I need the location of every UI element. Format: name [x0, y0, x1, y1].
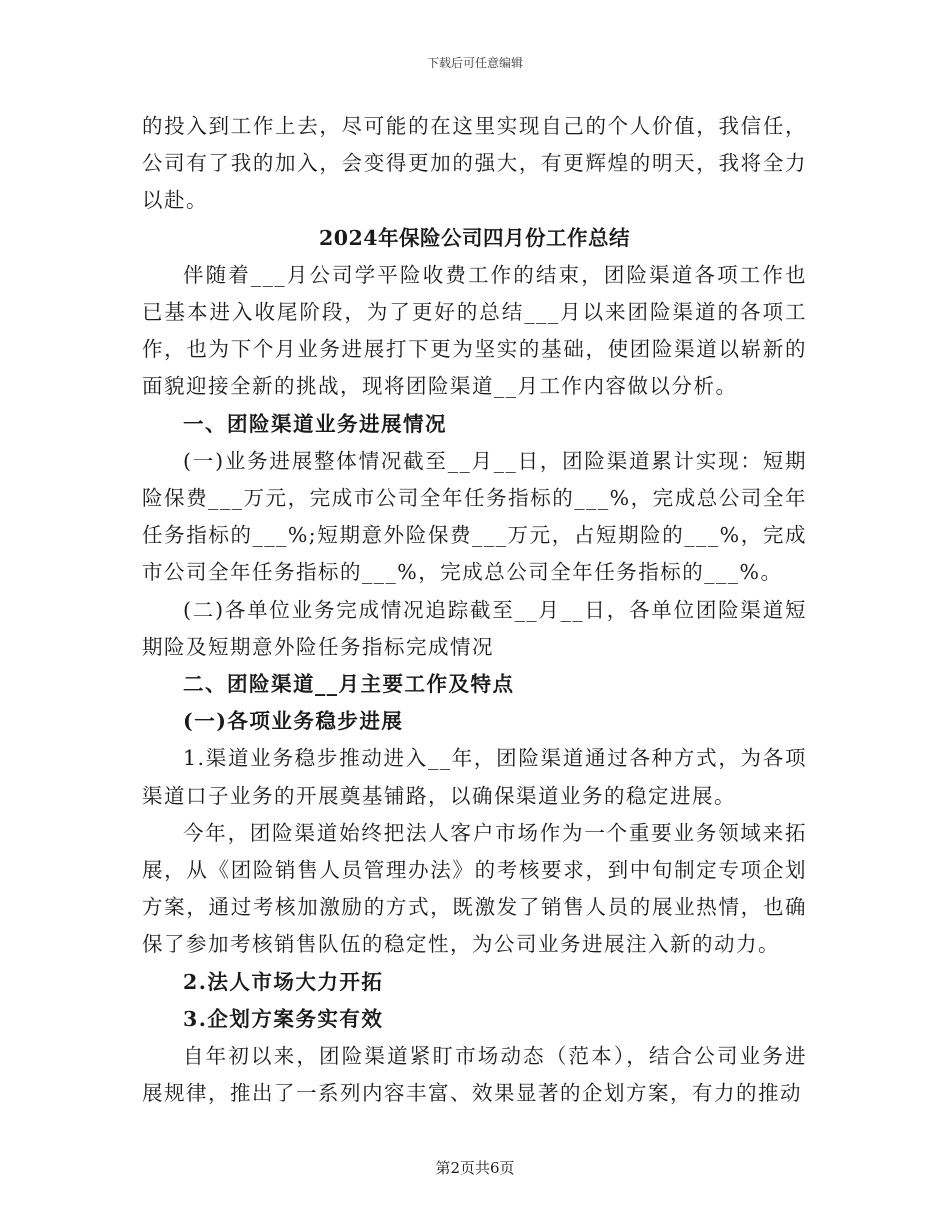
section-heading-1: 一、团险渠道业务进展情况 — [183, 411, 447, 436]
paragraph-2: (一)业务进展整体情况截至__月__日，团险渠道累计实现：短期险保费___万元，完成市公司全年任务指标的___%，完成总公司全年任务指标的___%;短期意外险保费___万元，占短期险的___%，完成市公司全年任务指标的___%，完成总公司全年任务指标的___%。 — [142, 448, 807, 585]
paragraph-1: 伴随着___月公司学平险收费工作的结束，团险渠道各项工作也已基本进入收尾阶段，为了更好的总结___月以来团险渠道的各项工作，也为下个月业务进展打下更为坚实的基础，使团险渠道以崭新的面貌迎接全新的挑战，现将团险渠道__月工作内容做以分析。 — [142, 262, 807, 399]
intro-paragraph: 的投入到工作上去，尽可能的在这里实现自己的个人价值，我信任，公司有了我的加入，会变得更加的强大，有更辉煌的明天，我将全力以赴。 — [142, 114, 807, 213]
page-header-note: 下载后可任意编辑 — [426, 56, 523, 70]
subsection-heading-2: 2.法人市场大力开拓 — [183, 969, 384, 994]
subsection-heading-1: (一)各项业务稳步进展 — [183, 709, 404, 734]
paragraph-3: (二)各单位业务完成情况追踪截至__月__日，各单位团险渠道短期险及短期意外险任务指标完成情况 — [142, 597, 807, 659]
paragraph-5: 今年，团险渠道始终把法人客户市场作为一个重要业务领域来拓展，从《团险销售人员管理办法》的考核要求，到中旬制定专项企划方案，通过考核加激励的方式，既激发了销售人员的展业热情，也确保了参加考核销售队伍的稳定性，为公司业务进展注入新的动力。 — [142, 820, 807, 957]
document-title: 2024年保险公司四月份工作总结 — [318, 225, 631, 250]
paragraph-6: 自年初以来，团险渠道紧盯市场动态（范本），结合公司业务进展规律，推出了一系列内容丰富、效果显著的企划方案，有力的推动 — [142, 1044, 807, 1106]
page-number: 第2页共6页 — [435, 1159, 515, 1177]
paragraph-4: 1.渠道业务稳步推动进入__年，团险渠道通过各种方式，为各项渠道口子业务的开展奠基铺路，以确保渠道业务的稳定进展。 — [142, 746, 807, 808]
section-heading-2: 二、团险渠道__月主要工作及特点 — [183, 672, 515, 697]
subsection-heading-3: 3.企划方案务实有效 — [183, 1006, 384, 1031]
document-body — [142, 108, 807, 1112]
